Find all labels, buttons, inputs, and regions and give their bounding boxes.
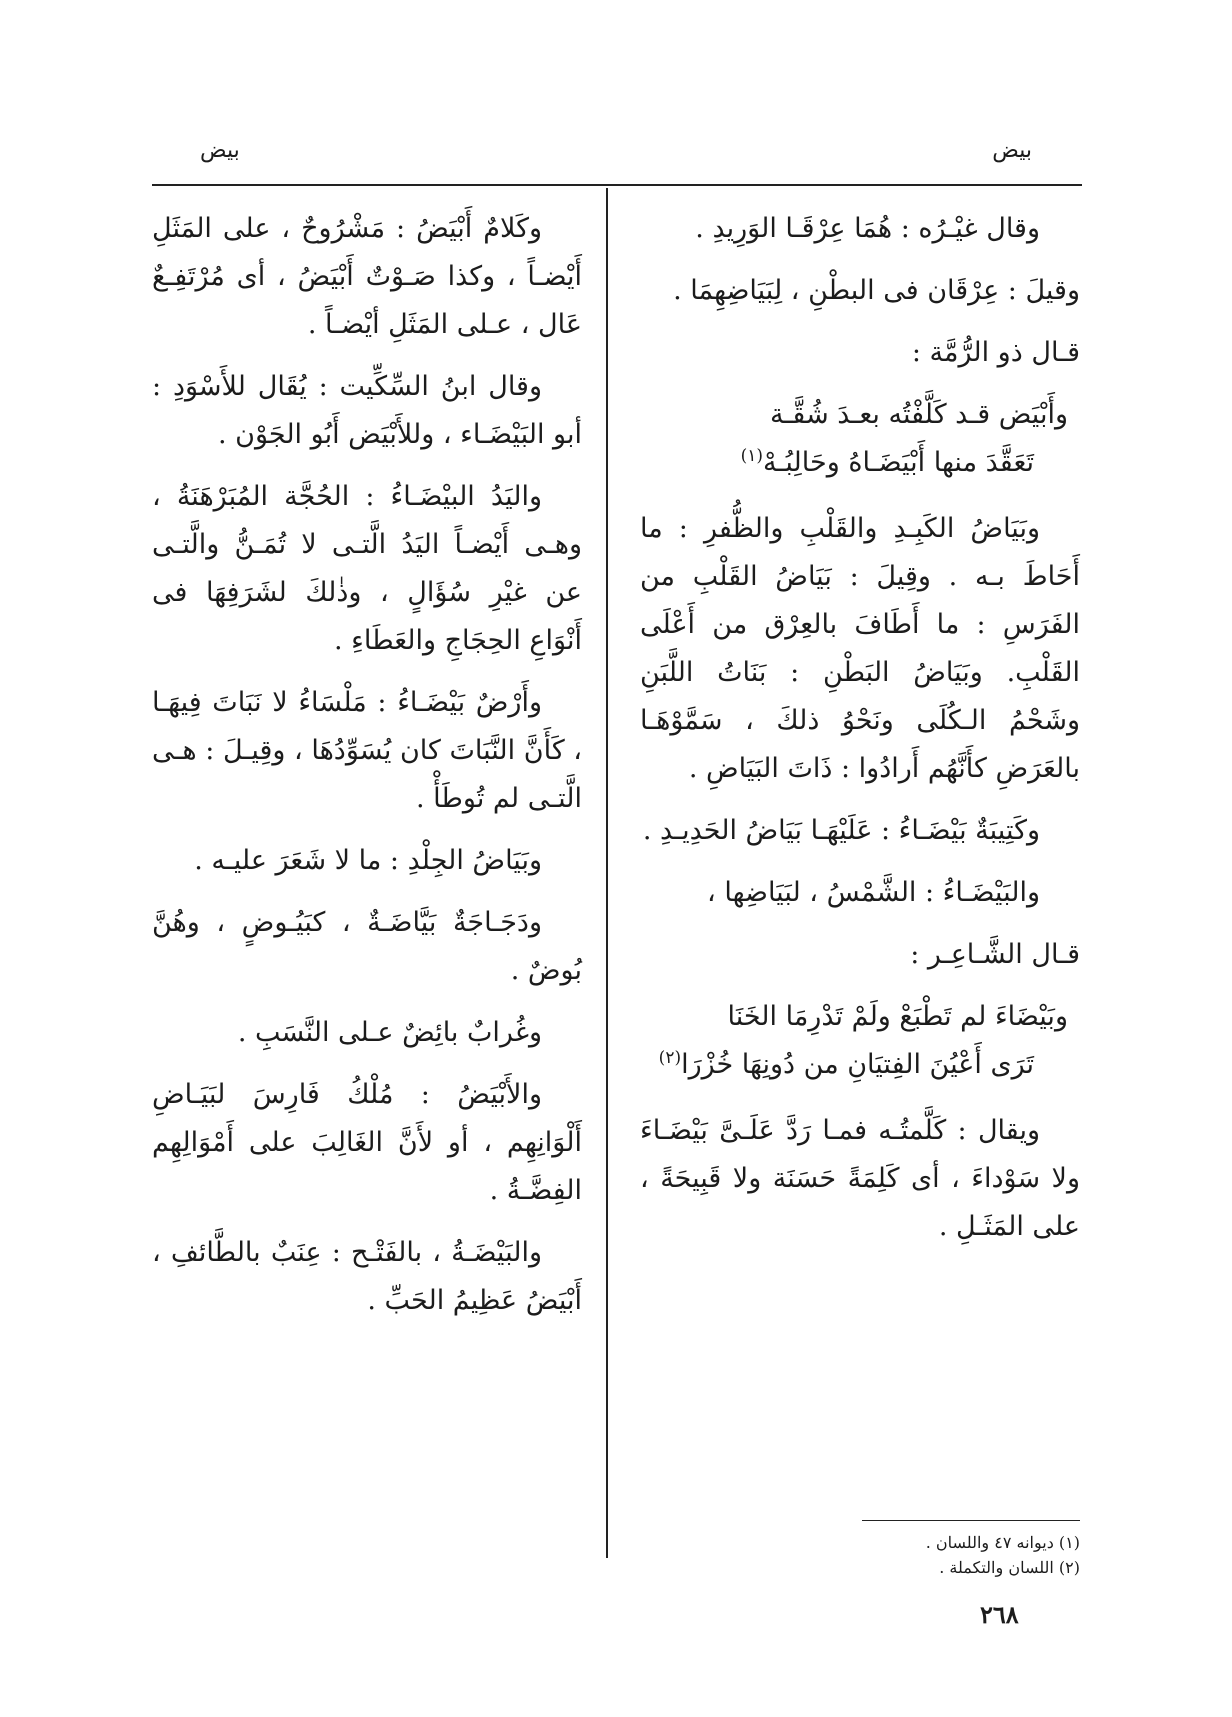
verse-line-text: تَرَى أَعْيُنَ الفِتيَانِ من دُونِهَا خُزْرَا [681, 1049, 1034, 1080]
poet-attribution: قـال الشَّـاعِـر : [910, 939, 1080, 970]
poet-attribution: قـال ذو الرُّمَّة : [911, 337, 1080, 368]
paragraph: وبَيَاضُ الكَبِـدِ والقَلْبِ والظُّفرِ : ما أَحَاطَ بـه . وقِيلَ : بَيَاضُ القَلْبِ من الفَرَسِ : ما أَطَافَ بالعِرْق من أَعْلَى القَلْبِ. وبَيَاضُ البَطْنِ : بَنَاتُ اللَّبَنِ وشَحْمُ الـكُلَى ونَحْوُ ذلكَ ، سَمَّوْهَـا بالعَرَضِ كأَنَّهُم أَرادُوا : ذَاتَ البَيَاضِ . [640, 513, 1080, 784]
footnote-reference: (٢) [658, 1048, 682, 1068]
right-column [640, 205, 1080, 1265]
paragraph: واليَدُ البيْضَـاءُ : الحُجَّة المُبَرْهَنَةُ ، وهـى أَيْضـاً اليَدُ الَّتـى لا تُمَـنُّ والَّتـى عن غيْرِ سُؤَالٍ ، وذٰلكَ لشَرَفِهَا فى أَنْوَاعِ الحِجَاجِ والعَطَاءِ . [152, 481, 582, 656]
footnote-reference: (١) [740, 446, 764, 466]
verse-line: وأَبْيَض قـد كَلَّفْتُه بعـدَ شُقَّـة [770, 399, 1068, 430]
paragraph: وقيلَ : عِرْقَان فى البطْنِ ، لِبَيَاضِهِمَا . [673, 275, 1080, 306]
running-header-left: بيض [200, 138, 240, 163]
running-header-right: بيض [992, 138, 1032, 163]
verse-line-text: تَعَقَّدَ منها أَبْيَضَـاهُ وحَالِبُـهْ [763, 447, 1034, 478]
paragraph: وقال غيْـرُه : هُمَا عِرْقَـا الوَرِيدِ . [695, 213, 1040, 244]
paragraph: والأَبْيَضُ : مُلْكُ فَارِسَ لبَيَـاضِ أَلْوَانِهِم ، أو لأَنَّ الغَالِبَ على أَمْوَالِهِم الفِضَّـةُ . [152, 1079, 582, 1206]
column-divider [606, 188, 608, 1558]
paragraph: وكَلامٌ أَبْيَضُ : مَشْرُوحٌ ، على المَثَلِ أَيْضـاً ، وكذا صَـوْتٌ أَبْيَضُ ، أى مُرْتَفِـعٌ عَال ، عـلى المَثَلِ أيْضـاً . [152, 213, 582, 340]
verse-line [640, 439, 1068, 487]
left-column [152, 205, 582, 1339]
page-number: ٢٦٨ [980, 1600, 1019, 1629]
verse-line: وبَيْضَاءَ لم تَطْبَعْ ولَمْ تَدْرِمَا الخَنَا [727, 1001, 1068, 1032]
paragraph: وقال ابنُ السِّكِّيت : يُقَال للأَسْوَدِ : أبو البَيْضَـاء ، وللأَبْيَض أَبُو الجَوْن . [152, 371, 582, 450]
paragraph: ويقال : كَلَّمتُـه فمـا رَدَّ عَلَـىَّ بَيْضَـاءَ ولا سَوْداءَ ، أى كَلِمَةً حَسَنَة ولا قَبِيحَةً ، على المَثَـلِ . [640, 1115, 1080, 1242]
paragraph: وأَرْضٌ بَيْضَـاءُ : مَلْسَاءُ لا نَبَاتَ فِيهَـا ، كَأَنَّ النَّبَاتَ كان يُسَوِّدُهَا ، وقِيـلَ : هـى الَّتـى لم تُوطَأْ . [152, 687, 582, 814]
footnote: (١) ديوانه ٤٧ واللسان . [925, 1533, 1080, 1552]
verse-line [640, 1041, 1068, 1089]
paragraph: ودَجَـاجَةٌ بَيَّاضَـةٌ ، كبَيُـوضٍ ، وهُنَّ بُوضٌ . [152, 907, 582, 986]
paragraph: وغُرابٌ بائِضٌ عـلى النَّسَبِ . [237, 1017, 542, 1048]
paragraph: وكَتِيبَةٌ بَيْضَـاءُ : عَلَيْهَـا بَيَاضُ الحَدِيـدِ . [642, 815, 1040, 846]
paragraph: والبَيْضَـةُ ، بالفَتْـح : عِنَبٌ بالطَّائفِ ، أَبْيَضُ عَظِيمُ الحَبِّ . [152, 1237, 582, 1316]
footnote-rule [862, 1520, 1080, 1521]
footnote: (٢) اللسان والتكملة . [939, 1558, 1080, 1577]
paragraph: والبَيْضَـاءُ : الشَّمْسُ ، لبَيَاضِها ، [707, 877, 1040, 908]
footnotes [820, 1530, 1080, 1580]
paragraph: وبَيَاضُ الجِلْدِ : ما لا شَعَرَ عليـه . [194, 845, 542, 876]
header-rule [152, 184, 1082, 186]
verse-block [640, 993, 1080, 1089]
verse-block [640, 391, 1080, 487]
